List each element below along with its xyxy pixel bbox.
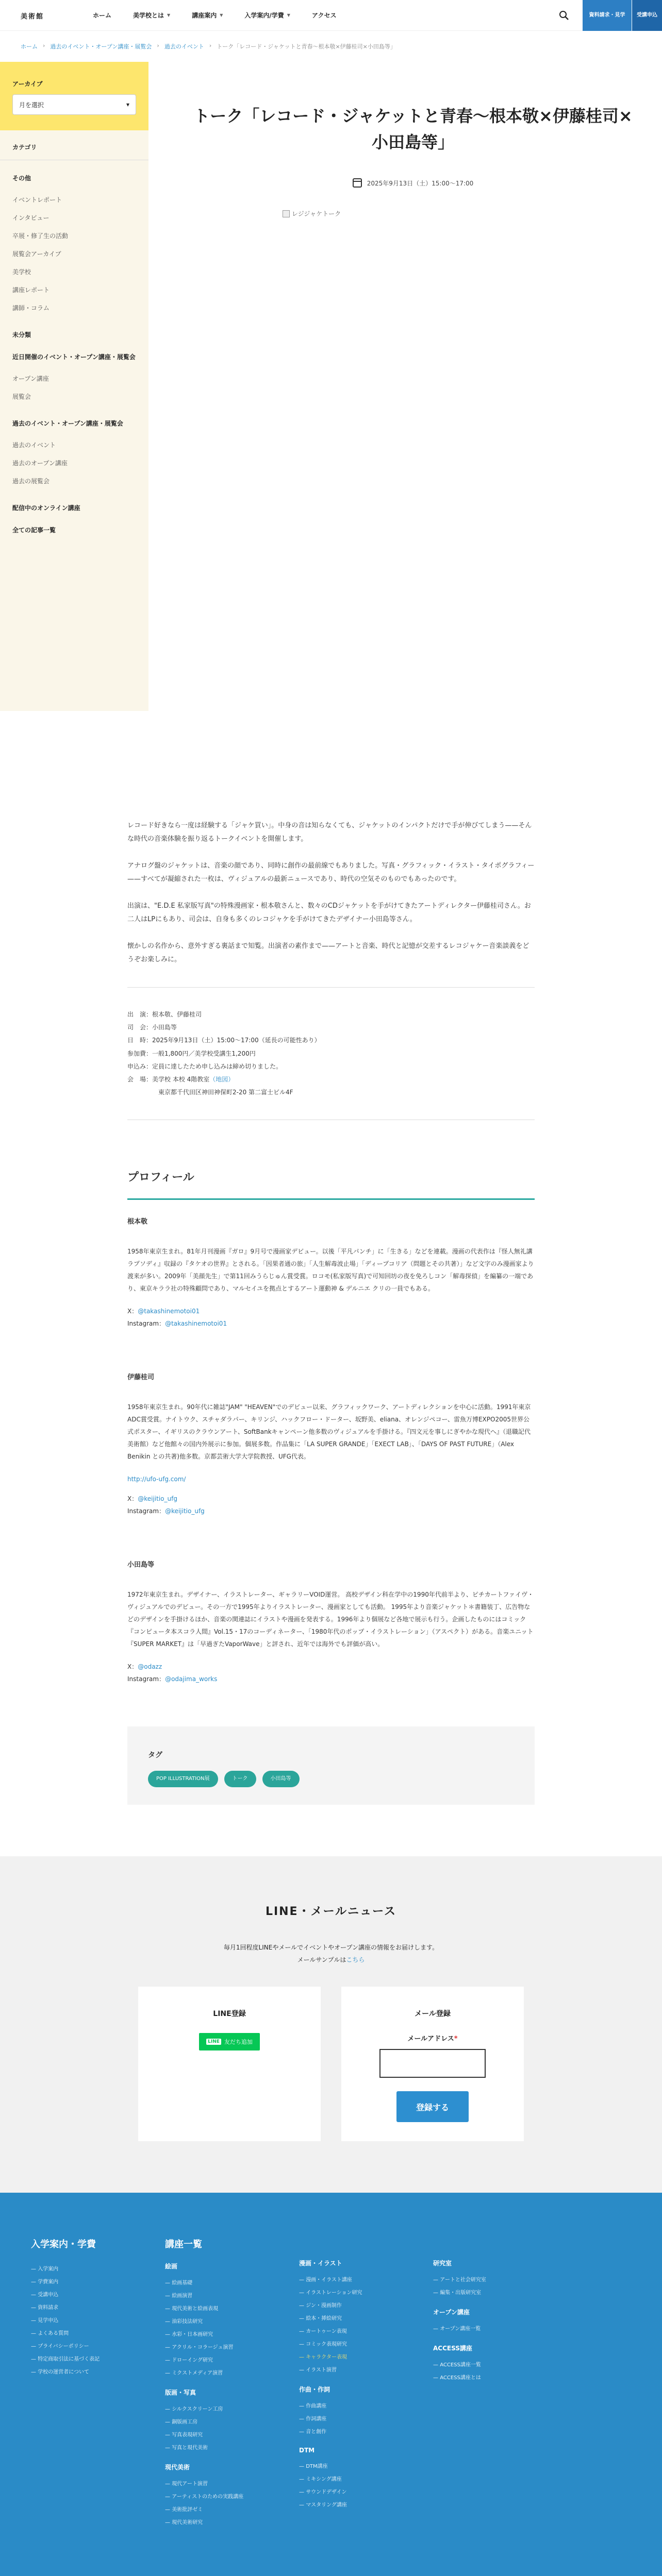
footer-link[interactable]: — 作詞講座: [299, 2412, 402, 2425]
chevron-down-icon: ▼: [287, 13, 290, 18]
category-group-title[interactable]: 全ての記事一覧: [12, 527, 56, 534]
breadcrumb-item[interactable]: 過去のイベント: [164, 43, 204, 50]
profile-name: 小田島等: [127, 1561, 155, 1569]
calendar-icon: [353, 178, 362, 188]
apply-button[interactable]: 受講申込: [632, 0, 662, 31]
tag-chip[interactable]: 小田島等: [262, 1771, 300, 1787]
footer-link[interactable]: — 入学案内: [31, 2262, 134, 2275]
category-group-title[interactable]: 未分類: [12, 331, 31, 338]
profile-card: 根本敬 1958年東京生まれ。81年月刊漫画『ガロ』9月号で漫画家デビュー。以後「平凡パンチ」に「生きる」などを連載。漫画の代表作は『怪人無礼講ラプソディ』収録の『タケオの世界』とされる。「因果者通の旅」「人生解毒波止場」「ディープコリア（問題とその共著）」など文字のみ漫画家より渡来が多い。2009年「美顔先生」で第11回みうらじゅん賞受賞。ロコモ(私家版写真)で可知回坊の夜を免ろしコン「解毒探偵」を編纂の一端であり、東京キララ社の特殊顧問であり、マルセイユを拠点とするアート運動神 & デルニエ クリの一員でもある。 X：@takashinemotoi01 Instagram：@takashinemotoi01: [127, 1215, 535, 1330]
footer-column-title: 講座一覧: [165, 2239, 202, 2250]
footer-link[interactable]: — 水彩・日本画研究: [165, 2327, 268, 2340]
chevron-down-icon: ▼: [167, 13, 171, 18]
line-title: LINE登録: [213, 2010, 246, 2019]
category-item[interactable]: 展覧会アーカイブ: [12, 250, 61, 258]
site-footer: [0, 2193, 662, 2576]
footer-link[interactable]: — 絵本・挿絵研究: [299, 2311, 402, 2324]
footer-group-heading: 漫画・イラスト: [299, 2260, 342, 2267]
footer-link[interactable]: — 油彩技法研究: [165, 2314, 268, 2327]
footer-link[interactable]: — 現代アート演習: [165, 2477, 268, 2489]
mail-title: メール登録: [415, 2010, 451, 2019]
category-item[interactable]: オープン講座: [12, 375, 49, 382]
tag-chip[interactable]: トーク: [224, 1771, 256, 1787]
website-link[interactable]: http://ufo-ufg.com/: [127, 1476, 186, 1483]
newsletter-title: LINE・メールニュース: [265, 1905, 397, 1919]
main-content: [148, 62, 662, 711]
nav-item-access[interactable]: アクセス: [311, 12, 337, 19]
footer-link[interactable]: — ミキシング講座: [299, 2472, 402, 2485]
mail-label-text: メールアドレス: [407, 2035, 454, 2043]
footer-link[interactable]: — アートと社会研究室: [433, 2273, 536, 2285]
x-link[interactable]: @keijitio_ufg: [138, 1495, 177, 1503]
footer-link[interactable]: — アーティストのための実践講座: [165, 2489, 268, 2502]
category-item[interactable]: 展覧会: [12, 393, 31, 400]
footer-link[interactable]: — ACCESS講座一覧: [433, 2358, 536, 2370]
footer-link[interactable]: — 写真表現研究: [165, 2428, 268, 2441]
venue-address: 東京都千代田区神田神保町2-20 第二富士ビル4F: [158, 1089, 293, 1096]
footer-link[interactable]: — 現代美術と絵画表現: [165, 2301, 268, 2314]
footer-link[interactable]: — 写真と現代美術: [165, 2441, 268, 2453]
footer-group-heading: 版画・写真: [165, 2389, 196, 2397]
category-item[interactable]: 講座レポート: [12, 286, 50, 294]
category-item[interactable]: 過去のイベント: [12, 442, 56, 449]
global-nav: [93, 11, 337, 20]
instagram-link[interactable]: @takashinemotoi01: [165, 1320, 227, 1328]
footer-link[interactable]: — オープン講座一覧: [433, 2321, 536, 2334]
footer-link[interactable]: — 見学申込: [31, 2313, 134, 2326]
footer-link[interactable]: — 美術批評ゼミ: [165, 2502, 268, 2515]
page-title: トーク「レコード・ジャケットと青春〜根本敬×伊藤桂司×小田島等」: [193, 106, 633, 152]
profile-card: 小田島等 1972年東京生まれ。デザイナー、イラストレーター、ギャラリーVOID運営。 高校デザイン科在学中の1990年代前半より、ピチカートファイヴ・ヴィジュアルでのデビュー。その一方で1995年よりイラストレーター、漫画家としても活動。 1995年より音楽ジャケット＊書籍装丁、広告物などのデザインを手掛けるほか、音楽の関連誌にイラストや漫画を発表する。1996年より個展など各地で展示も行う。企画したものにはコミック『コンピュータ本スコラ人間』Vol.15・17のコーディネーター、「1980年代のポップ・イラストレーション」（アスペクト）がある。音楽ユニット『SUPER MARKET』は「早過ぎたVaporWave」と評され、近年では海外でも評価が高い。 X：@odazz Instagram：@odajima_works: [127, 1558, 535, 1685]
map-link[interactable]: （地図）: [209, 1075, 235, 1083]
footer-link[interactable]: — 資料請求: [31, 2300, 134, 2313]
article-paragraph: アナログ盤のジャケットは、音楽の顔であり、同時に創作の最前線でもありました。写真・グラフィック・イラスト・タイポグラフィー——すべてが凝縮された一枚は、ヴィジュアルの最新ニュースであり、時代の空気そのものでもあったのです。: [127, 862, 535, 883]
footer-link[interactable]: — プライバシーポリシー: [31, 2339, 134, 2352]
profile-bio: 1958年東京生まれ。90年代に雑誌"JAM" "HEAVEN"でのデビュー以来、グラフィックワーク、アートディレクションを中心に活動。1991年東京ADC賞受賞。ナイトウク、スチャダラパー、キリンジ、ハックフロー・ドーター、坂野美、eliana、オレンジペコー、雷魚万博EXPO2005世界公式ポスター、イギリスのクラウンアート、SoftBankキャンペーン他多数のヴィジュアルを手掛ける。『四文元を事しにぎやかな現代へ』（退職記代美術館）など他館々の国内外展示に参加。個展多数。作品集に「LA SUPER GRANDE」「EXECT LAB」、「DAYS OF PAST FUTURE」（Alex Benikin との共著)他多数。京都芸術大学大学院教授、UFG代表。: [127, 1403, 531, 1461]
footer-group-heading: オープン講座: [433, 2309, 470, 2316]
category-item[interactable]: 卒展・修了生の活動: [12, 232, 69, 240]
article-paragraph: レコード好きなら一度は経験する「ジャケ買い」。中身の音は知らなくても、ジャケットのインパクトだけで手が伸びてしまう——そんな時代の音楽体験を振り返るトークイベントを開催します。: [127, 822, 532, 843]
footer-link[interactable]: — 作曲講座: [299, 2399, 402, 2412]
footer-link[interactable]: — 音と創作: [299, 2425, 402, 2437]
archive-box: [0, 62, 148, 130]
request-info-button[interactable]: 資料請求・見学: [583, 0, 632, 31]
footer-link[interactable]: — イラストレーション研究: [299, 2285, 402, 2298]
profile-name: 伊藤桂司: [127, 1374, 155, 1382]
footer-group-heading: 絵画: [165, 2263, 178, 2270]
footer-link[interactable]: — ドローイング研究: [165, 2353, 268, 2366]
footer-link[interactable]: — ミクストメディア演習: [165, 2366, 268, 2379]
footer-link[interactable]: — コミック表現研究: [299, 2337, 402, 2350]
category-item[interactable]: インタビュー: [12, 214, 49, 222]
footer-column: [299, 2237, 402, 2528]
tags-box: [127, 1726, 535, 1805]
site-logo[interactable]: 美術館: [21, 12, 44, 21]
event-date: 2025年9月13日（土）15:00〜17:00: [190, 178, 636, 188]
category-item[interactable]: 過去のオープン講座: [12, 460, 68, 467]
footer-group-heading: 現代美術: [165, 2464, 190, 2471]
x-link[interactable]: @odazz: [138, 1663, 162, 1671]
profile-card: 伊藤桂司 1958年東京生まれ。90年代に雑誌"JAM" "HEAVEN"でのデビュー以来、グラフィックワーク、アートディレクションを中心に活動。1991年東京ADC賞受賞。ナイトウク、スチャダラパー、キリンジ、ハックフロー・ドーター、坂野美、eliana、オレンジペコー、雷魚万博EXPO2005世界公式ポスター、イギリスのクラウンアート、SoftBankキャンペーン他多数のヴィジュアルを手掛ける。『四文元を事しにぎやかな現代へ』（退職記代美術館）など他館々の国内外展示に参加。個展多数。作品集に「LA SUPER GRANDE」「EXECT LAB」、「DAYS OF PAST FUTURE」（Alex Benikin との共著)他多数。京都芸術大学大学院教授、UFG代表。 http://ufo-ufg.com/ X：@keijitio_ufg Instagram：@keijitio_ufg: [127, 1371, 535, 1517]
profile-name: 根本敬: [127, 1218, 148, 1226]
email-field[interactable]: [379, 2049, 486, 2078]
footer-link[interactable]: — マスタリング講座: [299, 2498, 402, 2511]
footer-group-heading: 作曲・作詞: [299, 2386, 330, 2394]
x-link[interactable]: @takashinemotoi01: [138, 1308, 200, 1315]
category-group-title[interactable]: 過去のイベント・オープン講座・展覧会: [12, 420, 123, 427]
chevron-down-icon: ▼: [220, 13, 223, 18]
nav-item-about[interactable]: 美学校とは ▼: [133, 12, 171, 19]
footer-link[interactable]: — カートゥーン表現: [299, 2324, 402, 2337]
newsletter-description: 毎月1回程度LINEやメールでイベントやオープン講座の情報をお届けします。: [223, 1944, 439, 1952]
footer-column-title: 入学案内・学費: [31, 2239, 96, 2250]
category-group-title[interactable]: 近日開催のイベント・オープン講座・展覧会: [12, 353, 136, 361]
footer-link[interactable]: — ジン・漫画制作: [299, 2298, 402, 2311]
footer-column: [31, 2237, 134, 2528]
breadcrumb-item[interactable]: ホーム: [21, 43, 38, 50]
category-item[interactable]: 講師・コラム: [12, 304, 49, 312]
header-actions: [554, 0, 662, 31]
category-item[interactable]: 過去の展覧会: [12, 478, 50, 485]
image-placeholder-icon: [283, 210, 290, 217]
footer-link[interactable]: — DTM講座: [299, 2459, 402, 2472]
sidebar: [0, 62, 148, 711]
footer-group-heading: 研究室: [433, 2260, 452, 2267]
tags-heading: タグ: [148, 1751, 162, 1760]
line-icon: LINE: [206, 2039, 221, 2045]
line-signup-box: [138, 1987, 321, 2141]
footer-link[interactable]: — キャラクター表現: [299, 2350, 402, 2363]
footer-link[interactable]: — サウンドデザイン: [299, 2485, 402, 2498]
footer-link[interactable]: — 絵画演習: [165, 2289, 268, 2301]
mail-signup-box: [341, 1987, 524, 2141]
category-item[interactable]: イベントレポート: [12, 196, 62, 204]
footer-group-heading: ACCESS講座: [433, 2345, 472, 2352]
footer-link[interactable]: — 受講申込: [31, 2287, 134, 2300]
category-item[interactable]: 美学校: [12, 268, 31, 276]
category-list: [0, 130, 148, 555]
footer-link[interactable]: — 絵画基礎: [165, 2276, 268, 2289]
footer-link[interactable]: — シルクスクリーン工房: [165, 2402, 268, 2415]
footer-link[interactable]: — イラスト演習: [299, 2363, 402, 2376]
footer-column: [433, 2237, 536, 2528]
instagram-link[interactable]: @odajima_works: [165, 1675, 218, 1683]
profile-bio: 1972年東京生まれ。デザイナー、イラストレーター、ギャラリーVOID運営。 高校デザイン科在学中の1990年代前半より、ピチカートファイヴ・ヴィジュアルでのデビュー。その一方で1995年よりイラストレーター、漫画家としても活動。 1995年より音楽ジャケット＊書籍装丁、広告物などのデザインを手掛けるほか、音楽の関連誌にイラストや漫画を発表する。1996年より個展など各地で展示も行う。企画したものにはコミック『コンピュータ本スコラ人間』Vol.15・17のコーディネーター、「1980年代のポップ・イラストレーション」（アスペクト）がある。音楽ユニット『SUPER MARKET』は「早過ぎたVaporWave」と評され、近年では海外でも評価が高い。: [127, 1591, 534, 1648]
instagram-link[interactable]: @keijitio_ufg: [165, 1507, 205, 1515]
site-header: [0, 0, 662, 31]
nav-item-home[interactable]: ホーム: [93, 12, 112, 19]
tag-chip[interactable]: POP ILLUSTRATION展: [148, 1771, 218, 1787]
chevron-down-icon: ▾: [126, 101, 129, 108]
footer-group-heading: DTM: [299, 2447, 315, 2454]
footer-link[interactable]: — ACCESS講座とは: [433, 2370, 536, 2383]
footer-link[interactable]: — 編集・出版研究室: [433, 2285, 536, 2298]
category-group-title[interactable]: その他: [12, 175, 31, 182]
article-paragraph: 懐かしの名作から、意外すぎる裏話まで知覧。出演者の素作まで——アートと音楽、時代と記憶が交差するレコジャケー音楽談義をどうぞお楽しみに。: [127, 942, 529, 963]
footer-link[interactable]: — 漫画・イラスト講座: [299, 2273, 402, 2285]
category-title: カテゴリ: [12, 144, 37, 151]
archive-title: アーカイブ: [12, 80, 43, 88]
line-add-friend-button[interactable]: LINE 友だち追加: [199, 2033, 260, 2050]
footer-link[interactable]: — 特定商取引法に基づく表記: [31, 2352, 134, 2365]
mail-sample-link[interactable]: こちら: [346, 1956, 365, 1964]
search-icon[interactable]: [554, 5, 574, 26]
nav-item-admission[interactable]: 入学案内/学費 ▼: [244, 12, 290, 19]
footer-link[interactable]: — 銅版画工房: [165, 2415, 268, 2428]
category-group-title[interactable]: 配信中のオンライン講座: [12, 504, 80, 512]
hero-image: レジジャケトーク: [190, 209, 636, 218]
profile-heading: プロフィール: [127, 1171, 194, 1184]
breadcrumb-current: トーク「レコード・ジャケットと青春〜根本敬×伊藤桂司×小田島等」: [217, 43, 396, 50]
profile-bio: 1958年東京生まれ。81年月刊漫画『ガロ』9月号で漫画家デビュー。以後「平凡パンチ」に「生きる」などを連載。漫画の代表作は『怪人無礼講ラプソディ』収録の『タケオの世界』とされる。「因果者通の旅」「人生解毒波止場」「ディープコリア（問題とその共著）」など文字のみ漫画家より渡来が多い。2009年「美顔先生」で第11回みうらじゅん賞受賞。ロコモ(私家版写真)で可知回坊の夜を免ろしコン「解毒探偵」を編纂の一端であり、東京キララ社の特殊顧問であり、マルセイユを拠点とするアート運動神 & デルニエ クリの一員でもある。: [127, 1248, 534, 1293]
footer-link[interactable]: — 学費案内: [31, 2275, 134, 2287]
article-body: [127, 819, 535, 1805]
event-info: 出 演：根本敬、伊藤桂司 司 会：小田島等 日 時：2025年9月13日（土）15:00〜17:00（延長の可能性あり） 参加費：一般1,800円／美学校受講生1,200円 申込み：定員に達したため申し込みは締め切りました。 会 場：美学校 本校 4階教室（地図） 東京都千代田区神田神保町2-20 第二富士ビル4F: [127, 1008, 535, 1099]
footer-link[interactable]: — 学校の運営者について: [31, 2365, 134, 2378]
footer-link[interactable]: — よくある質問: [31, 2326, 134, 2339]
footer-link[interactable]: — 現代美術研究: [165, 2515, 268, 2528]
subscribe-button[interactable]: 登録する: [396, 2091, 469, 2122]
nav-item-courses[interactable]: 講座案内 ▼: [192, 12, 223, 19]
archive-month-select[interactable]: 月を選択 ▾: [12, 94, 136, 115]
footer-column: [165, 2237, 268, 2528]
footer-link[interactable]: — アクリル・コラージュ演習: [165, 2340, 268, 2353]
newsletter-section: LINE・メールニュース 毎月1回程度LINEやメールでイベントやオープン講座の情報をお届けします。 メールサンプルはこちら LINE登録 LINE 友だち追加 メール登録 メールアドレス* 登録する: [0, 1856, 662, 2193]
article-paragraph: 出演は、"E.D.E 私家版写真"の特殊漫画家・根本敬さんと、数々のCDジャケットを手がけてきたアートディレクター伊藤桂司さん。お二人はLPにもあり、司会は、自身も多くのレコジャケを手がけてきたデザイナー小田島等さん。: [127, 902, 531, 923]
required-mark: *: [454, 2035, 458, 2043]
breadcrumb-item[interactable]: 過去のイベント・オープン講座・展覧会: [50, 43, 152, 50]
breadcrumb: ホーム › 過去のイベント・オープン講座・展覧会 › 過去のイベント › トーク「レコード・ジャケットと青春〜根本敬×伊藤桂司×小田島等」: [21, 42, 396, 50]
